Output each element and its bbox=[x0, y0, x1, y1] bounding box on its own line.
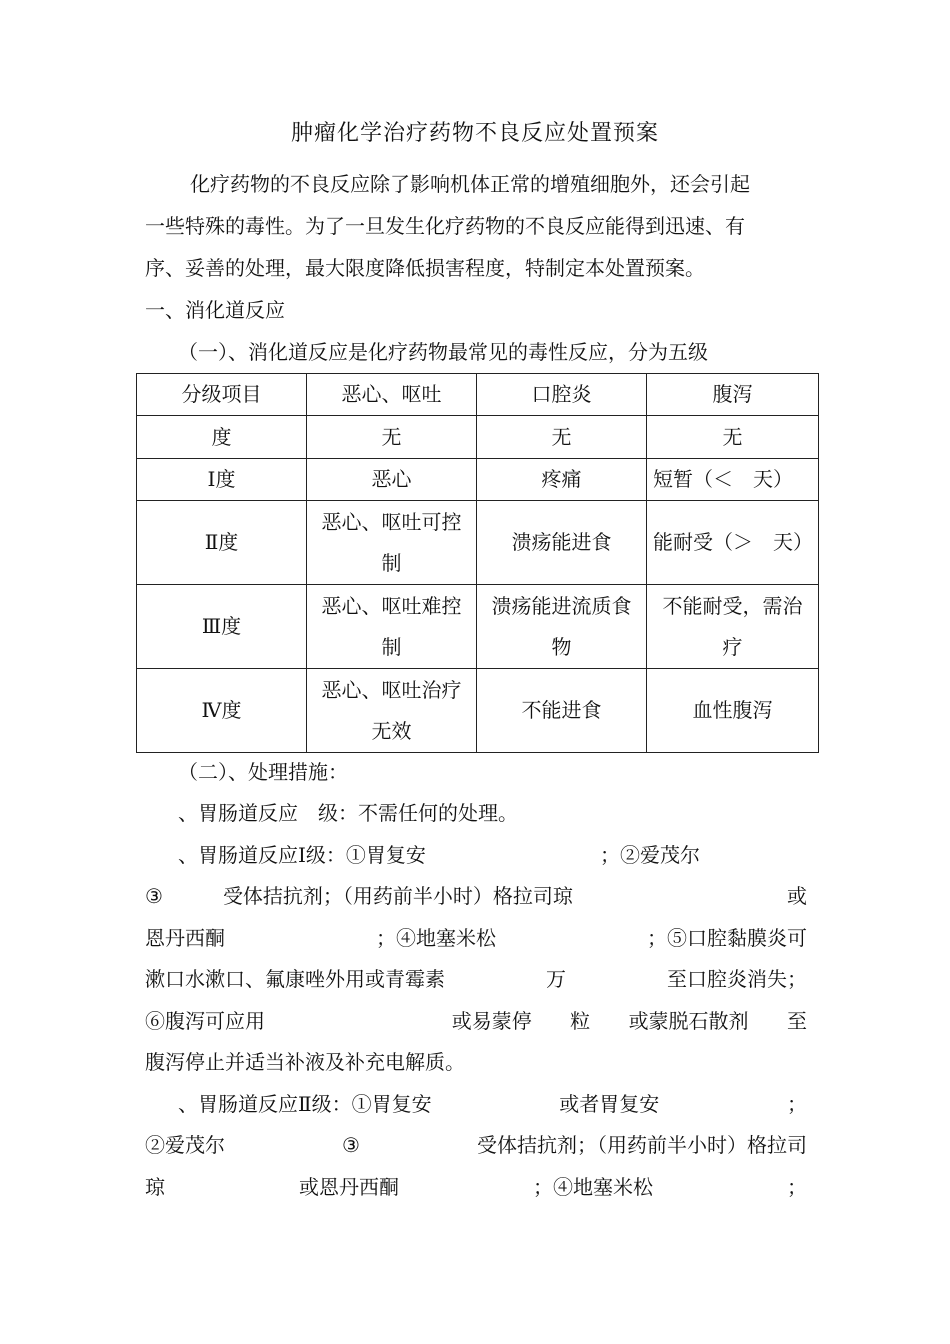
text-segment: 粒 bbox=[570, 1009, 591, 1033]
table-row bbox=[137, 585, 819, 669]
table-cell: 无 bbox=[477, 416, 647, 459]
table-cell: 血性腹泻 bbox=[647, 669, 819, 753]
measure-grade1-line bbox=[145, 876, 807, 917]
measure-grade1-line bbox=[145, 1001, 807, 1042]
text-segment: ；⑤口腔黏膜炎可 bbox=[647, 926, 807, 950]
table-cell: 不能耐受，需治疗 bbox=[647, 585, 819, 669]
text-segment: ；④地塞米松 bbox=[533, 1175, 653, 1199]
subsection-heading-1: （一）、消化道反应是化疗药物最常见的毒性反应，分为五级 bbox=[178, 340, 708, 364]
text-segment: 受体拮抗剂；（用药前半小时）格拉司琼 bbox=[222, 884, 573, 908]
table-cell: 度 bbox=[137, 416, 307, 459]
text-segment: 或易蒙停 bbox=[451, 1009, 532, 1033]
table-row bbox=[137, 459, 819, 501]
text-segment: 或恩丹西酮 bbox=[299, 1175, 399, 1199]
table-cell: 恶心、呕吐难控制 bbox=[307, 585, 477, 669]
table-cell: Ⅳ度 bbox=[137, 669, 307, 753]
text-segment: 、胃肠道反应Ⅰ级：①胃复安 bbox=[178, 843, 426, 867]
text-segment: 或蒙脱石散剂 bbox=[628, 1009, 749, 1033]
subsection-heading-2: （二）、处理措施： bbox=[178, 760, 348, 784]
table-header-cell: 分级项目 bbox=[137, 374, 307, 416]
text-segment: 受体拮抗剂；（用药前半小时）格拉司 bbox=[477, 1133, 807, 1157]
measure-grade0: 、胃肠道反应 级：不需任何的处理。 bbox=[178, 801, 518, 825]
table-cell: Ⅲ度 bbox=[137, 585, 307, 669]
table-cell: 恶心 bbox=[307, 459, 477, 501]
table-cell: 不能进食 bbox=[477, 669, 647, 753]
table-header-cell: 恶心、呕吐 bbox=[307, 374, 477, 416]
text-segment: ③ bbox=[342, 1133, 360, 1157]
page-title: 肿瘤化学治疗药物不良反应处置预案 bbox=[290, 121, 659, 146]
text-segment: 或者胃复安 bbox=[559, 1092, 660, 1116]
intro-line-1: 化疗药物的不良反应除了影响机体正常的增殖细胞外，还会引起 bbox=[190, 172, 750, 196]
text-segment: ②爱茂尔 bbox=[145, 1133, 225, 1157]
measure-grade1-line bbox=[145, 918, 807, 959]
table-cell: 恶心、呕吐可控制 bbox=[307, 501, 477, 585]
table-header-cell: 腹泻 bbox=[647, 374, 819, 416]
text-segment: 万 bbox=[546, 967, 566, 991]
measure-grade1-line: 腹泻停止并适当补液及补充电解质。 bbox=[145, 1050, 465, 1074]
table-cell: 无 bbox=[647, 416, 819, 459]
table-row bbox=[137, 501, 819, 585]
text-segment: 至口腔炎消失； bbox=[667, 967, 807, 991]
text-segment: 或 bbox=[787, 884, 807, 908]
measure-grade1-line bbox=[145, 959, 807, 1000]
table-cell: 能耐受（＞ 天） bbox=[647, 501, 819, 585]
table-header-cell: 口腔炎 bbox=[477, 374, 647, 416]
table-row bbox=[137, 416, 819, 459]
measure-grade1-line bbox=[178, 835, 700, 876]
text-segment: 琼 bbox=[145, 1175, 165, 1199]
measure-grade2-line bbox=[145, 1167, 807, 1208]
text-segment: 恩丹西酮 bbox=[145, 926, 225, 950]
text-segment: ； bbox=[787, 1175, 807, 1199]
table-cell: 溃疡能进流质食物 bbox=[477, 585, 647, 669]
table-row bbox=[137, 669, 819, 753]
table-cell: Ⅰ度 bbox=[137, 459, 307, 501]
table-cell: 短暂（＜ 天） bbox=[647, 459, 819, 501]
text-segment: ；②爱茂尔 bbox=[600, 843, 700, 867]
measure-grade2-line bbox=[178, 1084, 807, 1125]
text-segment: 至 bbox=[786, 1009, 807, 1033]
intro-line-3: 序、妥善的处理，最大限度降低损害程度，特制定本处置预案。 bbox=[145, 256, 705, 280]
section-heading: 一、消化道反应 bbox=[145, 298, 285, 322]
text-segment: ⑥腹泻可应用 bbox=[145, 1009, 265, 1033]
grading-table bbox=[136, 373, 819, 753]
table-cell: Ⅱ度 bbox=[137, 501, 307, 585]
table-cell: 恶心、呕吐治疗无效 bbox=[307, 669, 477, 753]
text-segment: 漱口水漱口、氟康唑外用或青霉素 bbox=[145, 967, 445, 991]
text-segment: ③ bbox=[145, 884, 163, 908]
table-header-row bbox=[137, 374, 819, 416]
measure-grade2-line bbox=[145, 1125, 807, 1166]
text-segment: 、胃肠道反应Ⅱ级：①胃复安 bbox=[178, 1092, 432, 1116]
table-cell: 无 bbox=[307, 416, 477, 459]
table-cell: 疼痛 bbox=[477, 459, 647, 501]
text-segment: ； bbox=[787, 1092, 807, 1116]
intro-line-2: 一些特殊的毒性。为了一旦发生化疗药物的不良反应能得到迅速、有 bbox=[145, 214, 745, 238]
text-segment: ；④地塞米松 bbox=[376, 926, 496, 950]
table-cell: 溃疡能进食 bbox=[477, 501, 647, 585]
